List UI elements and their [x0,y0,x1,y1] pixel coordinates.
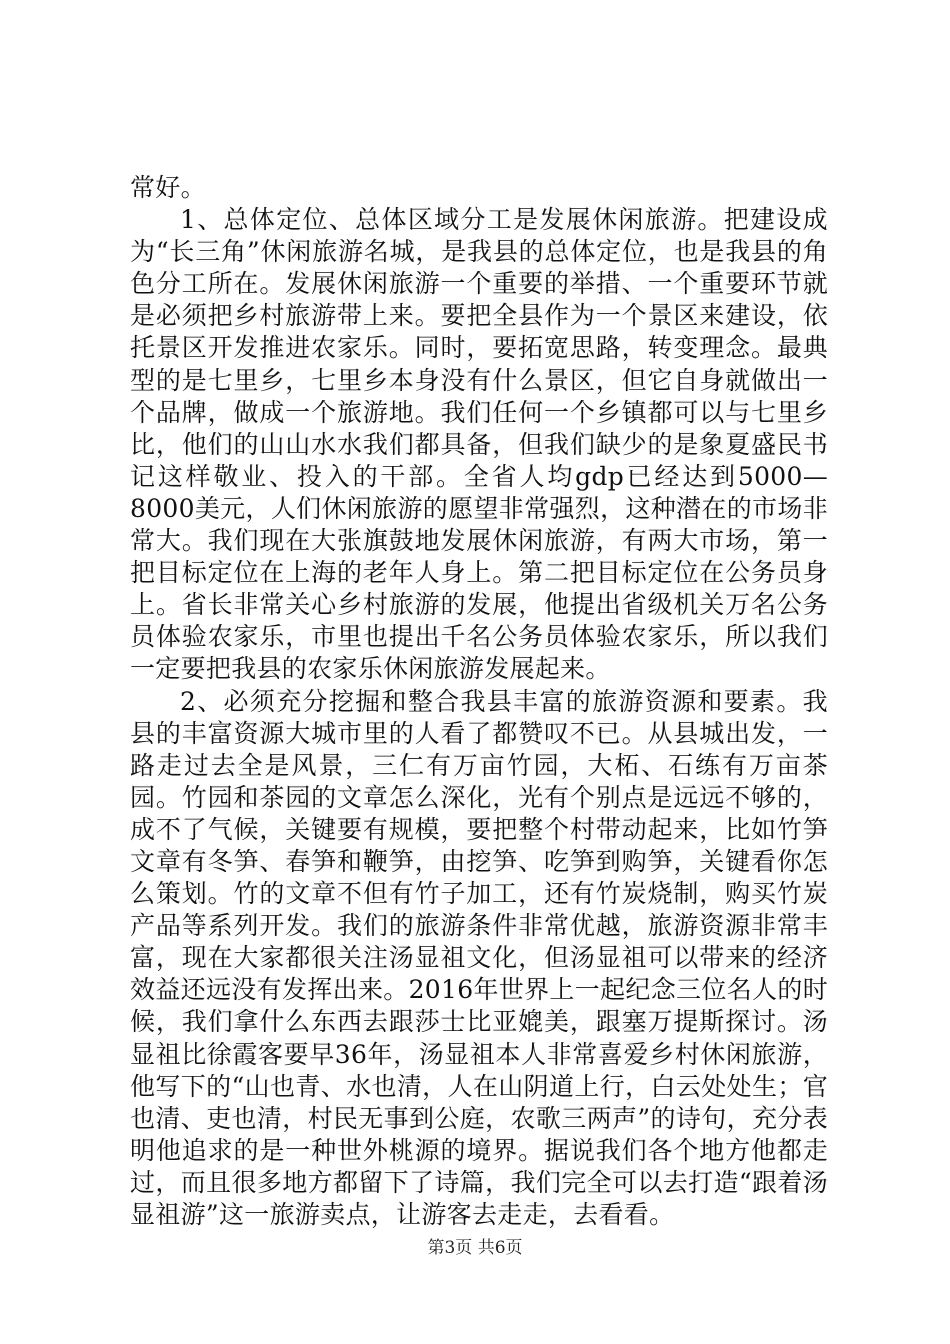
document-body [130,172,828,1231]
paragraph-2: 2、必须充分挖掘和整合我县丰富的旅游资源和要素。我县的丰富资源大城市里的人看了都赞叹不已。从县城出发，一路走过去全是风景，三仁有万亩竹园，大柘、石练有万亩茶园。竹园和茶园的文章怎么深化，光有个别点是远远不够的，成不了气候，关键要有规模，要把整个村带动起来，比如竹笋文章有冬笋、春笋和鞭笋，由挖笋、吃笋到购笋，关键看你怎么策划。竹的文章不但有竹子加工，还有竹炭烧制，购买竹炭产品等系列开发。我们的旅游条件非常优越，旅游资源非常丰富，现在大家都很关注汤显祖文化，但汤显祖可以带来的经济效益还远没有发挥出来。2016年世界上一起纪念三位名人的时候，我们拿什么东西去跟莎士比亚媲美，跟塞万提斯探讨。汤显祖比徐霞客要早36年，汤显祖本人非常喜爱乡村休闲旅游，他写下的“山也青、水也清，人在山阴道上行，白云处处生；官也清、吏也清，村民无事到公庭，农歌三两声”的诗句，充分表明他追求的是一种世外桃源的境界。据说我们各个地方他都走过，而且很多地方都留下了诗篇，我们完全可以去打造“跟着汤显祖游”这一旅游卖点，让游客去走走，去看看。 [130,686,828,1229]
page-number-footer: 第3页 共6页 [427,1238,523,1258]
paragraph-1: 1、总体定位、总体区域分工是发展休闲旅游。把建设成为“长三角”休闲旅游名城，是我县的总体定位，也是我县的角色分工所在。发展休闲旅游一个重要的举措、一个重要环节就是必须把乡村旅游带上来。要把全县作为一个景区来建设，依托景区开发推进农家乐。同时，要拓宽思路，转变理念。最典型的是七里乡，七里乡本身没有什么景区，但它自身就做出一个品牌，做成一个旅游地。我们任何一个乡镇都可以与七里乡比，他们的山山水水我们都具备，但我们缺少的是象夏盛民书记这样敬业、投入的干部。全省人均gdp已经达到5000—8000美元，人们休闲旅游的愿望非常强烈，这种潜在的市场非常大。我们现在大张旗鼓地发展休闲旅游，有两大市场，第一把目标定位在上海的老年人身上。第二把目标定位在公务员身上。省长非常关心乡村旅游的发展，他提出省级机关万名公务员体验农家乐，市里也提出千名公务员体验农家乐，所以我们一定要把我县的农家乐休闲旅游发展起来。 [130,205,828,684]
paragraph-continuation: 常好。 [130,173,206,202]
